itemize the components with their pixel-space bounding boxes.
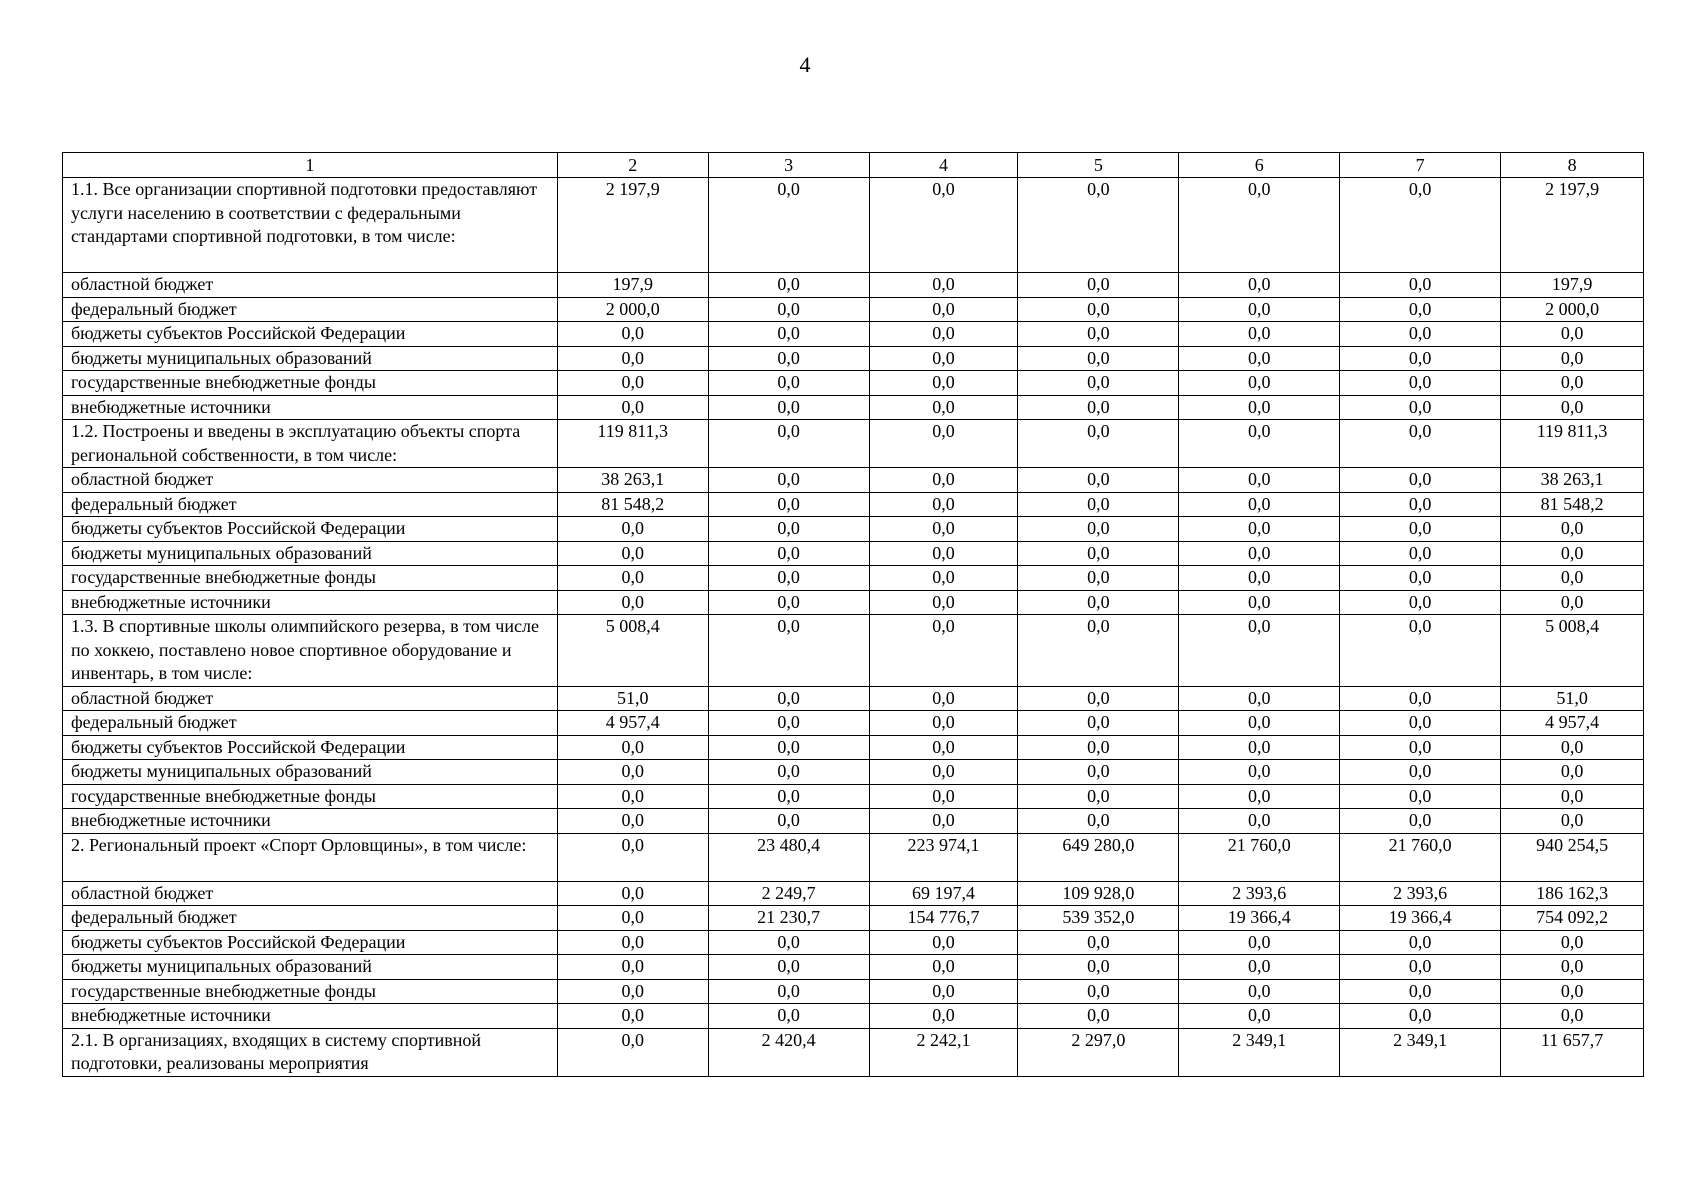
table-row xyxy=(63,930,1644,955)
value-cell: 223 974,1 xyxy=(869,833,1018,881)
value-cell: 21 760,0 xyxy=(1179,833,1340,881)
value-cell: 2 393,6 xyxy=(1340,881,1501,906)
value-cell: 0,0 xyxy=(1340,979,1501,1004)
value-cell: 0,0 xyxy=(869,760,1018,785)
value-cell: 0,0 xyxy=(1018,346,1179,371)
value-cell: 2 197,9 xyxy=(557,178,708,273)
value-cell: 4 957,4 xyxy=(557,711,708,736)
row-label: внебюджетные источники xyxy=(63,1004,558,1029)
row-label: областной бюджет xyxy=(63,686,558,711)
value-cell: 0,0 xyxy=(1179,371,1340,396)
value-cell: 119 811,3 xyxy=(557,420,708,468)
value-cell: 0,0 xyxy=(557,784,708,809)
value-cell: 186 162,3 xyxy=(1501,881,1644,906)
column-header: 8 xyxy=(1501,153,1644,178)
table-row xyxy=(63,1028,1644,1076)
value-cell: 0,0 xyxy=(708,615,869,687)
value-cell: 0,0 xyxy=(1501,322,1644,347)
value-cell: 38 263,1 xyxy=(557,468,708,493)
value-cell: 0,0 xyxy=(708,809,869,834)
value-cell: 0,0 xyxy=(1018,1004,1179,1029)
value-cell: 0,0 xyxy=(1340,517,1501,542)
value-cell: 0,0 xyxy=(557,833,708,881)
value-cell: 0,0 xyxy=(1179,930,1340,955)
value-cell: 2 242,1 xyxy=(869,1028,1018,1076)
value-cell: 0,0 xyxy=(1179,346,1340,371)
value-cell: 0,0 xyxy=(1179,322,1340,347)
value-cell: 0,0 xyxy=(708,1004,869,1029)
value-cell: 0,0 xyxy=(557,371,708,396)
value-cell: 0,0 xyxy=(1340,1004,1501,1029)
value-cell: 0,0 xyxy=(557,395,708,420)
table-row xyxy=(63,395,1644,420)
value-cell: 0,0 xyxy=(1340,711,1501,736)
column-header: 6 xyxy=(1179,153,1340,178)
value-cell: 0,0 xyxy=(1501,371,1644,396)
value-cell: 0,0 xyxy=(1501,760,1644,785)
value-cell: 0,0 xyxy=(708,930,869,955)
value-cell: 0,0 xyxy=(708,322,869,347)
value-cell: 0,0 xyxy=(557,1028,708,1076)
value-cell: 0,0 xyxy=(1340,395,1501,420)
value-cell: 0,0 xyxy=(1501,930,1644,955)
value-cell: 0,0 xyxy=(869,686,1018,711)
value-cell: 0,0 xyxy=(1018,517,1179,542)
table-row xyxy=(63,178,1644,273)
value-cell: 0,0 xyxy=(1501,517,1644,542)
row-label: бюджеты муниципальных образований xyxy=(63,760,558,785)
value-cell: 0,0 xyxy=(1179,686,1340,711)
row-label: бюджеты субъектов Российской Федерации xyxy=(63,322,558,347)
value-cell: 0,0 xyxy=(1018,566,1179,591)
row-label: 2.1. В организациях, входящих в систему спортивной подготовки, реализованы мероприятия xyxy=(63,1028,558,1076)
value-cell: 2 197,9 xyxy=(1501,178,1644,273)
value-cell: 0,0 xyxy=(1501,590,1644,615)
value-cell: 0,0 xyxy=(708,517,869,542)
value-cell: 0,0 xyxy=(869,930,1018,955)
value-cell: 0,0 xyxy=(1179,711,1340,736)
row-label: бюджеты субъектов Российской Федерации xyxy=(63,735,558,760)
value-cell: 0,0 xyxy=(1501,566,1644,591)
column-header: 3 xyxy=(708,153,869,178)
value-cell: 2 393,6 xyxy=(1179,881,1340,906)
value-cell: 0,0 xyxy=(1501,395,1644,420)
table-row xyxy=(63,566,1644,591)
value-cell: 0,0 xyxy=(1018,395,1179,420)
value-cell: 0,0 xyxy=(557,1004,708,1029)
value-cell: 0,0 xyxy=(1179,784,1340,809)
value-cell: 0,0 xyxy=(708,686,869,711)
value-cell: 0,0 xyxy=(1018,420,1179,468)
value-cell: 0,0 xyxy=(708,711,869,736)
column-header: 1 xyxy=(63,153,558,178)
value-cell: 0,0 xyxy=(869,178,1018,273)
value-cell: 0,0 xyxy=(869,395,1018,420)
value-cell: 0,0 xyxy=(557,906,708,931)
value-cell: 0,0 xyxy=(869,784,1018,809)
value-cell: 0,0 xyxy=(1018,760,1179,785)
value-cell: 0,0 xyxy=(1501,346,1644,371)
value-cell: 0,0 xyxy=(869,590,1018,615)
value-cell: 0,0 xyxy=(708,297,869,322)
value-cell: 0,0 xyxy=(1340,760,1501,785)
table-row xyxy=(63,346,1644,371)
value-cell: 0,0 xyxy=(708,566,869,591)
value-cell: 0,0 xyxy=(1018,711,1179,736)
row-label: федеральный бюджет xyxy=(63,297,558,322)
value-cell: 109 928,0 xyxy=(1018,881,1179,906)
value-cell: 0,0 xyxy=(708,541,869,566)
table-row xyxy=(63,541,1644,566)
value-cell: 0,0 xyxy=(1340,178,1501,273)
value-cell: 0,0 xyxy=(557,930,708,955)
value-cell: 0,0 xyxy=(1179,468,1340,493)
value-cell: 19 366,4 xyxy=(1179,906,1340,931)
value-cell: 23 480,4 xyxy=(708,833,869,881)
row-label: 2. Региональный проект «Спорт Орловщины», в том числе: xyxy=(63,833,558,881)
value-cell: 0,0 xyxy=(869,566,1018,591)
value-cell: 539 352,0 xyxy=(1018,906,1179,931)
value-cell: 0,0 xyxy=(1179,735,1340,760)
column-header: 7 xyxy=(1340,153,1501,178)
value-cell: 2 000,0 xyxy=(1501,297,1644,322)
value-cell: 0,0 xyxy=(869,735,1018,760)
value-cell: 21 230,7 xyxy=(708,906,869,931)
value-cell: 0,0 xyxy=(1340,590,1501,615)
table-row xyxy=(63,468,1644,493)
value-cell: 0,0 xyxy=(1340,566,1501,591)
value-cell: 2 249,7 xyxy=(708,881,869,906)
value-cell: 0,0 xyxy=(869,955,1018,980)
value-cell: 0,0 xyxy=(1501,1004,1644,1029)
value-cell: 0,0 xyxy=(1340,420,1501,468)
table-row xyxy=(63,833,1644,881)
value-cell: 0,0 xyxy=(1179,517,1340,542)
value-cell: 69 197,4 xyxy=(869,881,1018,906)
table-row xyxy=(63,590,1644,615)
value-cell: 0,0 xyxy=(1340,468,1501,493)
value-cell: 0,0 xyxy=(1179,979,1340,1004)
value-cell: 0,0 xyxy=(1018,979,1179,1004)
value-cell: 0,0 xyxy=(1179,273,1340,298)
value-cell: 0,0 xyxy=(869,517,1018,542)
value-cell: 0,0 xyxy=(1179,809,1340,834)
row-label: федеральный бюджет xyxy=(63,492,558,517)
value-cell: 0,0 xyxy=(1018,686,1179,711)
table-row xyxy=(63,686,1644,711)
table-row xyxy=(63,297,1644,322)
value-cell: 0,0 xyxy=(1018,371,1179,396)
value-cell: 0,0 xyxy=(1340,615,1501,687)
value-cell: 0,0 xyxy=(869,615,1018,687)
value-cell: 5 008,4 xyxy=(1501,615,1644,687)
value-cell: 0,0 xyxy=(1340,735,1501,760)
value-cell: 0,0 xyxy=(1018,955,1179,980)
value-cell: 0,0 xyxy=(1340,273,1501,298)
value-cell: 0,0 xyxy=(869,273,1018,298)
value-cell: 0,0 xyxy=(869,346,1018,371)
value-cell: 0,0 xyxy=(708,955,869,980)
value-cell: 0,0 xyxy=(1018,784,1179,809)
value-cell: 0,0 xyxy=(1179,615,1340,687)
value-cell: 0,0 xyxy=(708,395,869,420)
table-row xyxy=(63,517,1644,542)
value-cell: 0,0 xyxy=(557,735,708,760)
value-cell: 51,0 xyxy=(557,686,708,711)
value-cell: 0,0 xyxy=(869,541,1018,566)
row-label: внебюджетные источники xyxy=(63,809,558,834)
row-label: федеральный бюджет xyxy=(63,906,558,931)
row-label: областной бюджет xyxy=(63,881,558,906)
value-cell: 0,0 xyxy=(557,517,708,542)
value-cell: 0,0 xyxy=(557,566,708,591)
table-row xyxy=(63,420,1644,468)
value-cell: 0,0 xyxy=(869,492,1018,517)
column-header: 5 xyxy=(1018,153,1179,178)
value-cell: 0,0 xyxy=(557,590,708,615)
value-cell: 0,0 xyxy=(1018,178,1179,273)
value-cell: 754 092,2 xyxy=(1501,906,1644,931)
table-row xyxy=(63,760,1644,785)
table-row xyxy=(63,735,1644,760)
value-cell: 0,0 xyxy=(1340,541,1501,566)
value-cell: 0,0 xyxy=(1340,297,1501,322)
value-cell: 0,0 xyxy=(1179,420,1340,468)
value-cell: 0,0 xyxy=(1018,590,1179,615)
value-cell: 0,0 xyxy=(1179,297,1340,322)
value-cell: 0,0 xyxy=(1018,735,1179,760)
value-cell: 0,0 xyxy=(708,760,869,785)
value-cell: 0,0 xyxy=(1340,686,1501,711)
value-cell: 0,0 xyxy=(869,979,1018,1004)
value-cell: 0,0 xyxy=(869,809,1018,834)
row-label: государственные внебюджетные фонды xyxy=(63,979,558,1004)
value-cell: 0,0 xyxy=(708,371,869,396)
value-cell: 0,0 xyxy=(708,784,869,809)
row-label: федеральный бюджет xyxy=(63,711,558,736)
value-cell: 0,0 xyxy=(557,346,708,371)
table-row xyxy=(63,955,1644,980)
value-cell: 0,0 xyxy=(1179,760,1340,785)
value-cell: 197,9 xyxy=(557,273,708,298)
value-cell: 0,0 xyxy=(1018,492,1179,517)
value-cell: 0,0 xyxy=(1018,273,1179,298)
value-cell: 0,0 xyxy=(708,273,869,298)
value-cell: 0,0 xyxy=(1018,541,1179,566)
table-row xyxy=(63,809,1644,834)
value-cell: 0,0 xyxy=(557,881,708,906)
value-cell: 0,0 xyxy=(1018,615,1179,687)
value-cell: 5 008,4 xyxy=(557,615,708,687)
table-body xyxy=(63,178,1644,1077)
value-cell: 0,0 xyxy=(1179,566,1340,591)
value-cell: 19 366,4 xyxy=(1340,906,1501,931)
value-cell: 38 263,1 xyxy=(1501,468,1644,493)
row-label: областной бюджет xyxy=(63,273,558,298)
value-cell: 0,0 xyxy=(1340,955,1501,980)
value-cell: 0,0 xyxy=(1340,371,1501,396)
value-cell: 0,0 xyxy=(1501,955,1644,980)
value-cell: 0,0 xyxy=(1501,979,1644,1004)
column-header: 2 xyxy=(557,153,708,178)
value-cell: 2 349,1 xyxy=(1340,1028,1501,1076)
value-cell: 0,0 xyxy=(869,420,1018,468)
row-label: государственные внебюджетные фонды xyxy=(63,784,558,809)
value-cell: 2 420,4 xyxy=(708,1028,869,1076)
value-cell: 0,0 xyxy=(1340,930,1501,955)
row-label: бюджеты субъектов Российской Федерации xyxy=(63,930,558,955)
row-label: бюджеты субъектов Российской Федерации xyxy=(63,517,558,542)
value-cell: 0,0 xyxy=(1340,322,1501,347)
row-label: 1.3. В спортивные школы олимпийского резерва, в том числе по хоккею, поставлено новое спортивное оборудование и инвентарь, в том числе: xyxy=(63,615,558,687)
column-number-row xyxy=(63,153,1644,178)
value-cell: 81 548,2 xyxy=(1501,492,1644,517)
table-row xyxy=(63,711,1644,736)
value-cell: 0,0 xyxy=(557,955,708,980)
value-cell: 21 760,0 xyxy=(1340,833,1501,881)
value-cell: 0,0 xyxy=(708,492,869,517)
value-cell: 0,0 xyxy=(1179,1004,1340,1029)
value-cell: 0,0 xyxy=(557,809,708,834)
value-cell: 0,0 xyxy=(1179,395,1340,420)
value-cell: 0,0 xyxy=(1179,590,1340,615)
table-row xyxy=(63,322,1644,347)
value-cell: 0,0 xyxy=(557,760,708,785)
page-number: 4 xyxy=(799,52,811,77)
row-label: государственные внебюджетные фонды xyxy=(63,566,558,591)
value-cell: 0,0 xyxy=(869,1004,1018,1029)
column-header: 4 xyxy=(869,153,1018,178)
value-cell: 0,0 xyxy=(708,590,869,615)
value-cell: 0,0 xyxy=(1018,930,1179,955)
value-cell: 0,0 xyxy=(1501,541,1644,566)
value-cell: 2 349,1 xyxy=(1179,1028,1340,1076)
value-cell: 154 776,7 xyxy=(869,906,1018,931)
value-cell: 4 957,4 xyxy=(1501,711,1644,736)
value-cell: 0,0 xyxy=(1501,809,1644,834)
value-cell: 940 254,5 xyxy=(1501,833,1644,881)
value-cell: 0,0 xyxy=(1501,735,1644,760)
table-row xyxy=(63,881,1644,906)
row-label: бюджеты муниципальных образований xyxy=(63,541,558,566)
table-row xyxy=(63,492,1644,517)
value-cell: 0,0 xyxy=(708,468,869,493)
value-cell: 0,0 xyxy=(1018,809,1179,834)
value-cell: 0,0 xyxy=(1340,346,1501,371)
value-cell: 197,9 xyxy=(1501,273,1644,298)
value-cell: 0,0 xyxy=(869,468,1018,493)
row-label: государственные внебюджетные фонды xyxy=(63,371,558,396)
value-cell: 81 548,2 xyxy=(557,492,708,517)
value-cell: 0,0 xyxy=(1018,322,1179,347)
value-cell: 0,0 xyxy=(557,322,708,347)
value-cell: 0,0 xyxy=(708,735,869,760)
table-row xyxy=(63,273,1644,298)
value-cell: 0,0 xyxy=(1340,492,1501,517)
value-cell: 11 657,7 xyxy=(1501,1028,1644,1076)
value-cell: 0,0 xyxy=(1340,784,1501,809)
table-row xyxy=(63,784,1644,809)
value-cell: 51,0 xyxy=(1501,686,1644,711)
value-cell: 0,0 xyxy=(1179,492,1340,517)
table-row xyxy=(63,1004,1644,1029)
value-cell: 0,0 xyxy=(708,979,869,1004)
table-row xyxy=(63,906,1644,931)
value-cell: 2 297,0 xyxy=(1018,1028,1179,1076)
value-cell: 0,0 xyxy=(1179,178,1340,273)
value-cell: 0,0 xyxy=(869,322,1018,347)
value-cell: 649 280,0 xyxy=(1018,833,1179,881)
funding-table xyxy=(62,152,1644,1077)
value-cell: 0,0 xyxy=(708,346,869,371)
row-label: бюджеты муниципальных образований xyxy=(63,346,558,371)
row-label: внебюджетные источники xyxy=(63,395,558,420)
row-label: бюджеты муниципальных образований xyxy=(63,955,558,980)
row-label: внебюджетные источники xyxy=(63,590,558,615)
value-cell: 0,0 xyxy=(1179,541,1340,566)
value-cell: 0,0 xyxy=(1018,468,1179,493)
value-cell: 0,0 xyxy=(708,420,869,468)
funding-table-container xyxy=(62,152,1644,1077)
row-label: областной бюджет xyxy=(63,468,558,493)
value-cell: 0,0 xyxy=(708,178,869,273)
table-row xyxy=(63,979,1644,1004)
row-label: 1.1. Все организации спортивной подготовки предоставляют услуги населению в соответствии с федеральными стандартами спортивной подготовки, в том числе: xyxy=(63,178,558,273)
value-cell: 0,0 xyxy=(1179,955,1340,980)
table-row xyxy=(63,371,1644,396)
value-cell: 119 811,3 xyxy=(1501,420,1644,468)
value-cell: 0,0 xyxy=(1018,297,1179,322)
value-cell: 0,0 xyxy=(869,297,1018,322)
value-cell: 0,0 xyxy=(1501,784,1644,809)
value-cell: 0,0 xyxy=(869,711,1018,736)
value-cell: 0,0 xyxy=(557,979,708,1004)
row-label: 1.2. Построены и введены в эксплуатацию объекты спорта региональной собственности, в том числе: xyxy=(63,420,558,468)
table-row xyxy=(63,615,1644,687)
value-cell: 0,0 xyxy=(869,371,1018,396)
value-cell: 0,0 xyxy=(1340,809,1501,834)
value-cell: 0,0 xyxy=(557,541,708,566)
value-cell: 2 000,0 xyxy=(557,297,708,322)
